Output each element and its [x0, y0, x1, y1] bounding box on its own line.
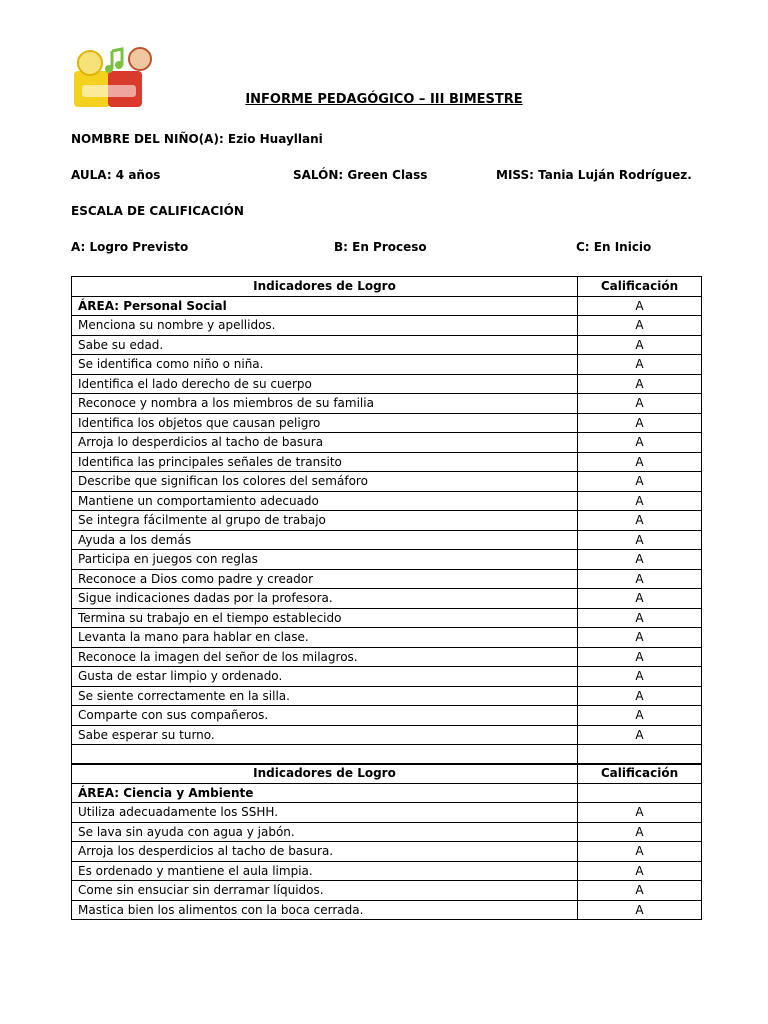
grade-cell: A — [578, 550, 702, 570]
indicator-text: Identifica las principales señales de transito — [72, 452, 578, 472]
table-row — [72, 803, 702, 823]
grade-cell: A — [578, 491, 702, 511]
table-row — [72, 861, 702, 881]
empty-cell — [578, 745, 702, 765]
scale-c: C: En Inicio — [576, 240, 652, 254]
indicator-text: Ayuda a los demás — [72, 530, 578, 550]
grades-table-ciencia-ambiente — [71, 763, 702, 920]
indicator-text: Reconoce a Dios como padre y creador — [72, 569, 578, 589]
grade-cell: A — [578, 472, 702, 492]
indicator-text: Mastica bien los alimentos con la boca cerrada. — [72, 900, 578, 920]
indicator-text: Participa en juegos con reglas — [72, 550, 578, 570]
indicator-text: Se integra fácilmente al grupo de trabajo — [72, 511, 578, 531]
indicator-text: Se lava sin ayuda con agua y jabón. — [72, 822, 578, 842]
area-title: ÁREA: Ciencia y Ambiente — [72, 783, 578, 803]
grade-cell: A — [578, 335, 702, 355]
grade-cell: A — [578, 608, 702, 628]
column-header-indicators: Indicadores de Logro — [72, 764, 578, 784]
indicator-text: Sigue indicaciones dadas por la profesora. — [72, 589, 578, 609]
indicator-text: Termina su trabajo en el tiempo establecido — [72, 608, 578, 628]
table-row — [72, 842, 702, 862]
area-row — [72, 783, 702, 803]
indicator-text: Se identifica como niño o niña. — [72, 355, 578, 375]
grade-cell: A — [578, 803, 702, 823]
table-row — [72, 900, 702, 920]
grade-cell: A — [578, 706, 702, 726]
table-row — [72, 355, 702, 375]
grade-cell: A — [578, 861, 702, 881]
grades-table-personal-social — [71, 276, 702, 765]
indicator-text: Arroja lo desperdicios al tacho de basura — [72, 433, 578, 453]
indicator-text: Gusta de estar limpio y ordenado. — [72, 667, 578, 687]
empty-row — [72, 745, 702, 765]
indicator-text: Mantiene un comportamiento adecuado — [72, 491, 578, 511]
table-row — [72, 550, 702, 570]
table-row — [72, 433, 702, 453]
salon-field: SALÓN: Green Class — [293, 168, 428, 182]
grade-cell: A — [578, 589, 702, 609]
grade-cell: A — [578, 413, 702, 433]
table-row — [72, 511, 702, 531]
column-header-grade: Calificación — [578, 277, 702, 297]
table-row — [72, 881, 702, 901]
table-row — [72, 394, 702, 414]
table-row — [72, 491, 702, 511]
indicator-text: Arroja los desperdicios al tacho de basura. — [72, 842, 578, 862]
indicator-text: Sabe esperar su turno. — [72, 725, 578, 745]
grade-cell: A — [578, 842, 702, 862]
indicator-text: Es ordenado y mantiene el aula limpia. — [72, 861, 578, 881]
grade-cell: A — [578, 433, 702, 453]
miss-field: MISS: Tania Luján Rodríguez. — [496, 168, 692, 182]
area-row — [72, 296, 702, 316]
grade-cell: A — [578, 569, 702, 589]
indicator-text: Reconoce y nombra a los miembros de su familia — [72, 394, 578, 414]
table-row — [72, 647, 702, 667]
table-header-row — [72, 764, 702, 784]
table-row — [72, 608, 702, 628]
indicator-text: Utiliza adecuadamente los SSHH. — [72, 803, 578, 823]
area-grade: A — [578, 296, 702, 316]
indicator-text: Comparte con sus compañeros. — [72, 706, 578, 726]
grade-cell: A — [578, 647, 702, 667]
grade-cell: A — [578, 511, 702, 531]
grade-cell: A — [578, 316, 702, 336]
indicator-text: Identifica el lado derecho de su cuerpo — [72, 374, 578, 394]
grade-cell: A — [578, 394, 702, 414]
scale-a: A: Logro Previsto — [71, 240, 189, 254]
table-row — [72, 628, 702, 648]
table-row — [72, 413, 702, 433]
grade-cell: A — [578, 822, 702, 842]
scale-title: ESCALA DE CALIFICACIÓN — [71, 204, 244, 218]
student-name: NOMBRE DEL NIÑO(A): Ezio Huayllani — [71, 132, 323, 146]
indicator-text: Menciona su nombre y apellidos. — [72, 316, 578, 336]
indicator-text: Identifica los objetos que causan peligro — [72, 413, 578, 433]
table-row — [72, 706, 702, 726]
table-row — [72, 335, 702, 355]
table-row — [72, 316, 702, 336]
table-row — [72, 822, 702, 842]
grade-cell: A — [578, 881, 702, 901]
table-row — [72, 569, 702, 589]
table-row — [72, 530, 702, 550]
aula-field: AULA: 4 años — [71, 168, 161, 182]
table-row — [72, 667, 702, 687]
grade-cell: A — [578, 355, 702, 375]
table-row — [72, 452, 702, 472]
grade-cell: A — [578, 374, 702, 394]
grade-cell: A — [578, 686, 702, 706]
indicator-text: Sabe su edad. — [72, 335, 578, 355]
grade-cell: A — [578, 452, 702, 472]
column-header-grade: Calificación — [578, 764, 702, 784]
table-header-row — [72, 277, 702, 297]
indicator-text: Se siente correctamente en la silla. — [72, 686, 578, 706]
empty-cell — [72, 745, 578, 765]
grade-cell: A — [578, 667, 702, 687]
indicator-text: Come sin ensuciar sin derramar líquidos. — [72, 881, 578, 901]
indicator-text: Reconoce la imagen del señor de los milagros. — [72, 647, 578, 667]
column-header-indicators: Indicadores de Logro — [72, 277, 578, 297]
table-row — [72, 725, 702, 745]
grade-cell: A — [578, 530, 702, 550]
grade-cell: A — [578, 900, 702, 920]
table-row — [72, 472, 702, 492]
grade-cell: A — [578, 725, 702, 745]
table-row — [72, 589, 702, 609]
indicator-text: Levanta la mano para hablar en clase. — [72, 628, 578, 648]
table-row — [72, 686, 702, 706]
grade-cell: A — [578, 628, 702, 648]
scale-b: B: En Proceso — [334, 240, 427, 254]
area-grade — [578, 783, 702, 803]
indicator-text: Describe que significan los colores del semáforo — [72, 472, 578, 492]
page-title: INFORME PEDAGÓGICO – III BIMESTRE — [245, 92, 523, 107]
table-row — [72, 374, 702, 394]
area-title: ÁREA: Personal Social — [72, 296, 578, 316]
